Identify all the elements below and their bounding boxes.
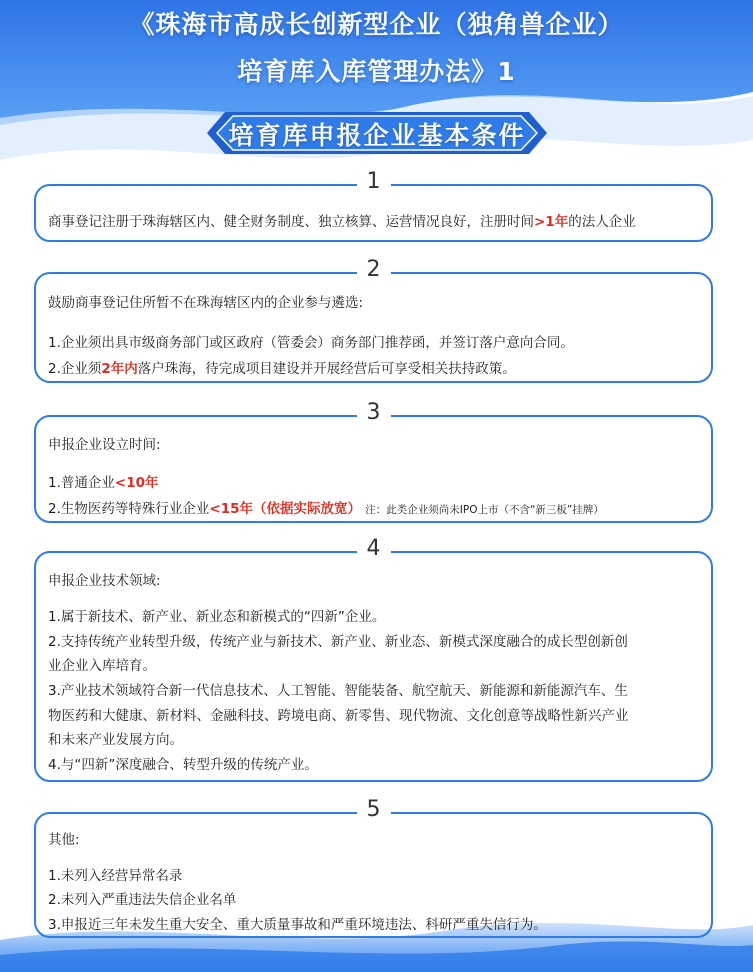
section-2-intro: 鼓励商事登记住所暂不在珠海辖区内的企业参与遴选: bbox=[48, 295, 364, 311]
section-2 bbox=[34, 257, 713, 383]
section-1 bbox=[34, 169, 713, 242]
section-5-line: 2.未列入严重违法失信企业名单 bbox=[48, 892, 237, 908]
section-3-intro: 申报企业设立时间: bbox=[48, 437, 161, 453]
section-number: 3 bbox=[357, 400, 391, 425]
section-2-item-1: 1.企业须出具市级商务部门或区政府（管委会）商务部门推荐函，并签订落户意向合同。 bbox=[48, 335, 574, 351]
section-3-item-2 bbox=[48, 497, 604, 517]
section-4-line: 业企业入库培育。 bbox=[48, 658, 156, 674]
highlight-text: 2年内 bbox=[101, 361, 138, 377]
section-5-intro: 其他: bbox=[48, 832, 80, 848]
note-text: 注：此类企业须尚未IPO上市（不含“新三板”挂牌） bbox=[365, 504, 604, 516]
page-header bbox=[0, 0, 753, 100]
section-5-line: 3.申报近三年未发生重大安全、重大质量事故和严重环境违法、科研严重失信行为。 bbox=[48, 917, 547, 933]
section-1-text bbox=[48, 210, 636, 230]
text-segment: 商事登记注册于珠海辖区内、健全财务制度、独立核算、运营情况良好，注册时间 bbox=[48, 214, 534, 230]
section-4-line: 4.与“四新”深度融合、转型升级的传统产业。 bbox=[48, 757, 318, 773]
banner-title: 培育库申报企业基本条件 bbox=[228, 121, 526, 150]
section-4-intro: 申报企业技术领域: bbox=[48, 573, 161, 589]
text-segment: 2.企业须 bbox=[48, 361, 102, 377]
section-4-line: 物医药和大健康、新材料、金融科技、跨境电商、新零售、现代物流、文化创意等战略性新兴产业 bbox=[48, 708, 629, 724]
text-segment: 2.生物医药等特殊行业企业 bbox=[48, 501, 210, 517]
section-5-line: 1.未列入经营异常名录 bbox=[48, 868, 183, 884]
text-segment: 的法人企业 bbox=[568, 214, 636, 230]
highlight-text: >1年 bbox=[534, 214, 569, 230]
section-number: 4 bbox=[357, 536, 391, 561]
section-4 bbox=[34, 536, 713, 782]
section-number: 1 bbox=[357, 169, 391, 194]
section-2-item-2 bbox=[48, 357, 516, 377]
text-segment: 1.普通企业 bbox=[48, 475, 115, 491]
section-4-line: 和未来产业发展方向。 bbox=[48, 732, 183, 748]
banner bbox=[207, 106, 547, 161]
highlight-text: <10年 bbox=[114, 475, 159, 491]
section-4-line: 3.产业技术领域符合新一代信息技术、人工智能、智能装备、航空航天、新能源和新能源汽车、生 bbox=[48, 683, 628, 699]
section-number: 2 bbox=[357, 257, 391, 282]
section-4-line: 1.属于新技术、新产业、新业态和新模式的“四新”企业。 bbox=[48, 609, 386, 625]
text-segment: 落户珠海，待完成项目建设并开展经营后可享受相关扶持政策。 bbox=[137, 361, 516, 377]
section-4-line: 2.支持传统产业转型升级，传统产业与新技术、新产业、新业态、新模式深度融合的成长型创新创 bbox=[48, 634, 628, 650]
highlight-text: <15年（依据实际放宽） bbox=[209, 501, 361, 517]
section-3-item-1 bbox=[48, 471, 159, 491]
section-5 bbox=[34, 797, 713, 938]
header-title-line2: 培育库入库管理办法》1 bbox=[237, 57, 516, 86]
section-number: 5 bbox=[357, 797, 391, 822]
section-3 bbox=[34, 400, 713, 523]
header-title-line1: 《珠海市高成长创新型企业（独角兽企业） bbox=[129, 10, 624, 39]
